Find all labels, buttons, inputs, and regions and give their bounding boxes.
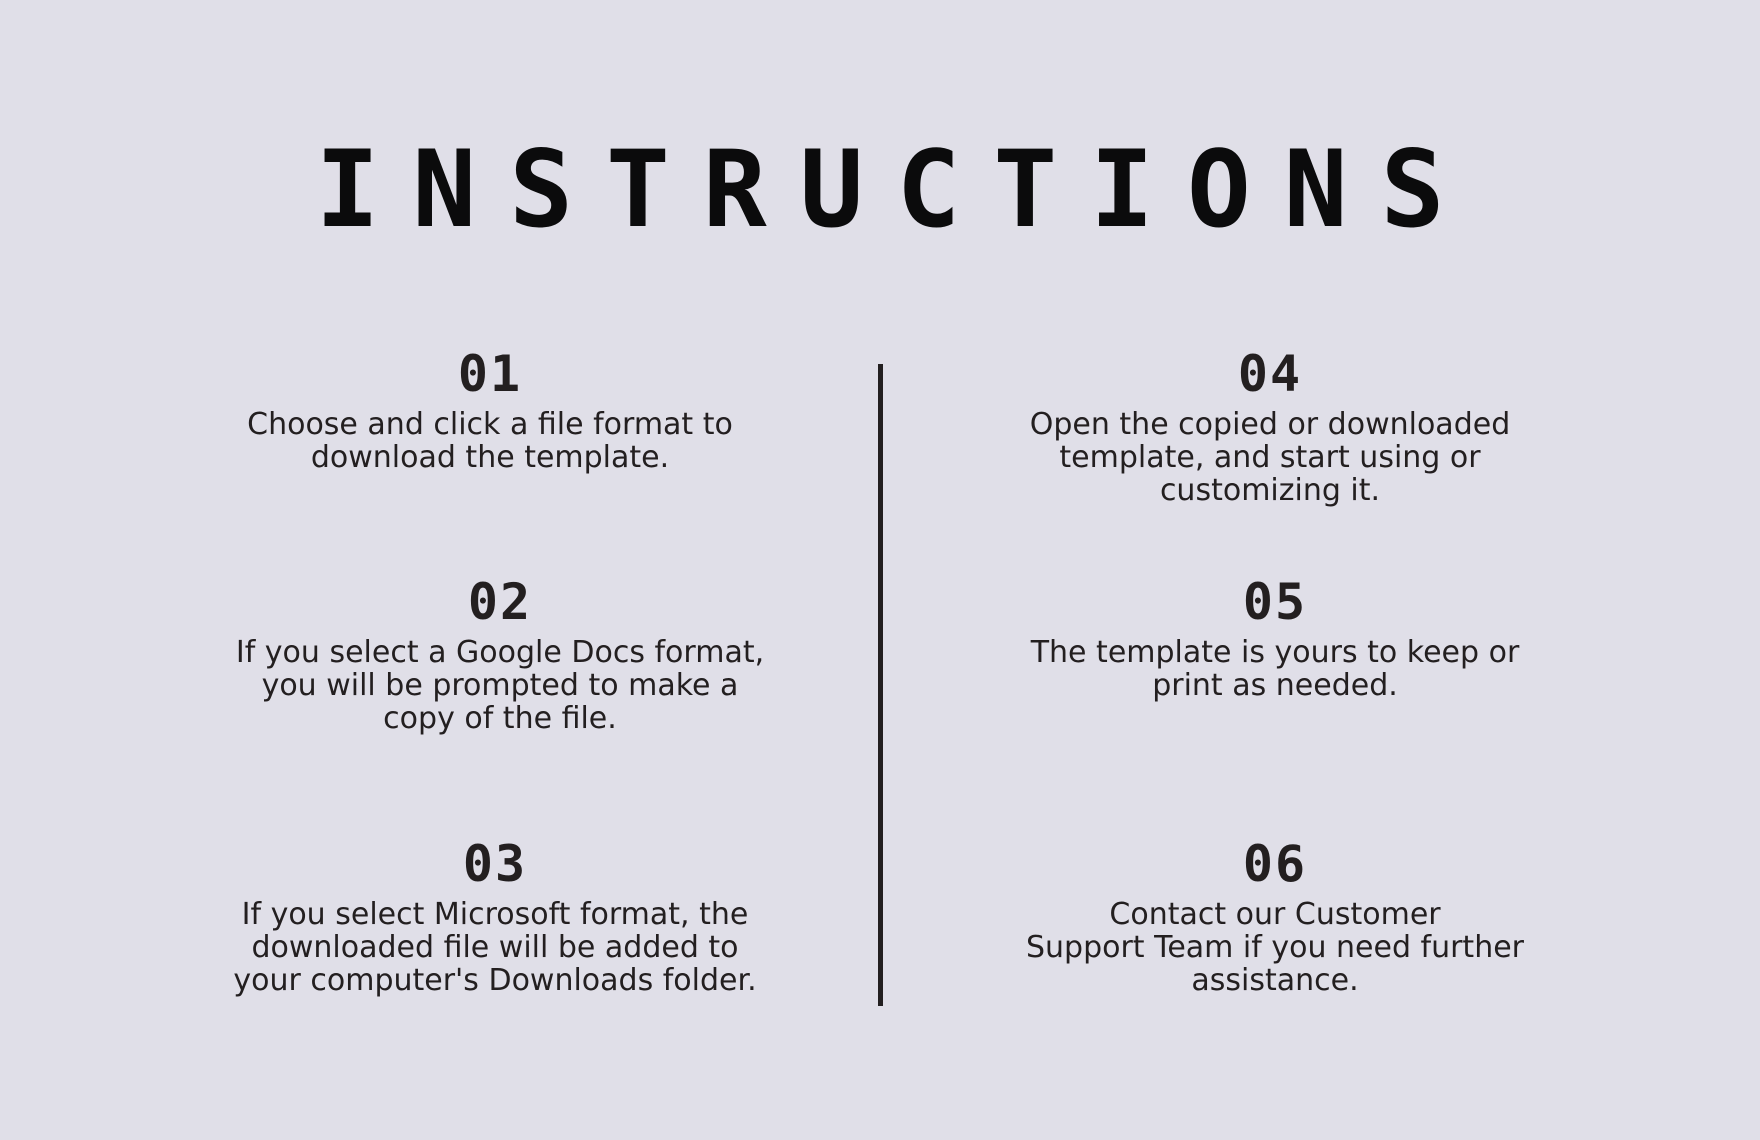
- step-item: [195, 836, 795, 997]
- step-number: 06: [1242, 835, 1308, 893]
- step-text: If you select Microsoft format, the downloaded file will be added to your computer's Downloads folder.: [233, 897, 757, 998]
- step-text: Choose and click a file format to download the template.: [247, 407, 733, 475]
- step-item: [200, 574, 800, 735]
- page-title: INSTRUCTIONS: [315, 128, 1478, 251]
- step-number: 02: [467, 573, 533, 631]
- step-text: The template is yours to keep or print as needed.: [1030, 635, 1520, 703]
- column-divider: [878, 364, 883, 1006]
- step-item: [975, 574, 1575, 702]
- step-item: [970, 346, 1570, 507]
- step-text: If you select a Google Docs format, you will be prompted to make a copy of the file.: [235, 635, 765, 736]
- step-number: 04: [1237, 345, 1303, 403]
- step-number: 03: [462, 835, 528, 893]
- step-item: [975, 836, 1575, 997]
- step-number: 05: [1242, 573, 1308, 631]
- step-text: Open the copied or downloaded template, and start using or customizing it.: [1029, 407, 1511, 508]
- step-text: Contact our Customer Support Team if you need further assistance.: [1025, 897, 1525, 998]
- step-item: [190, 346, 790, 474]
- step-number: 01: [457, 345, 523, 403]
